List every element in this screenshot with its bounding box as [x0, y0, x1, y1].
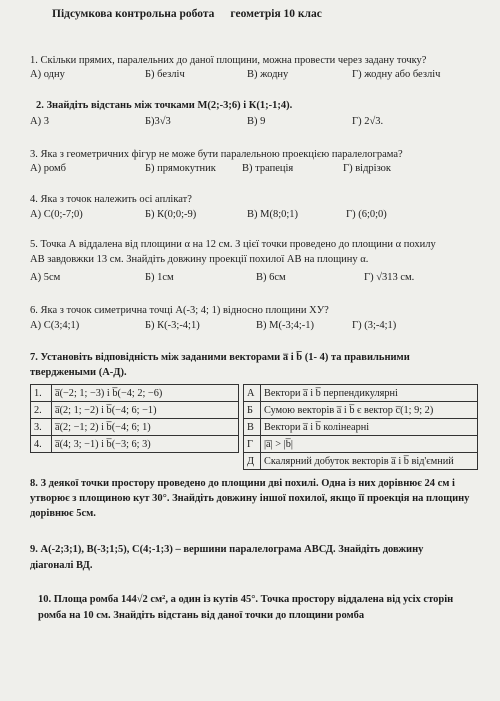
table-row [31, 453, 478, 470]
right-row-letter: Б [244, 402, 261, 419]
q1-option-c: В) жодну [247, 69, 289, 80]
q6-option-b: Б) К(-3;-4;1) [145, 320, 200, 331]
title-main: Підсумкова контрольна робота [52, 8, 215, 20]
question-7-line-1: 7. Установіть відповідність між заданими векторами a̅ і b̅ (1- 4) та правильними [30, 352, 410, 363]
q5-option-a: А) 5см [30, 272, 61, 283]
question-10-line-2: ромба на 10 см. Знайдіть відстань від даної точки до площини ромба [38, 610, 365, 621]
left-row-expr: a̅(2; −1; 2) і b̅(−4; 6; 1) [52, 419, 239, 436]
page-title [52, 8, 322, 20]
question-7-line-2: тверджеными (А-Д). [30, 367, 127, 378]
matching-table [30, 384, 478, 470]
right-row-text: Вектори a̅ і b̅ колінеарні [261, 419, 478, 436]
left-row-expr: a̅(2; 1; −2) і b̅(−4; 6; −1) [52, 402, 239, 419]
table-row [31, 385, 478, 402]
q2-option-b: Б)3√3 [145, 116, 171, 127]
question-10-line-1: 10. Площа ромба 144√2 см², а один із кутів 45°. Точка простору віддалена від усіх сторін [38, 594, 454, 605]
left-row-num: 4. [31, 436, 52, 453]
q2-option-d: Г) 2√3. [352, 116, 384, 127]
question-1-text: 1. Скільки прямих, паралельних до даної площини, можна провести через задану точку? [30, 55, 427, 66]
q3-option-b: Б) прямокутник [145, 163, 216, 174]
question-8-line-2: утворює з площиною кут 30°. Знайдіть довжину іншої похилої, якщо її проекція на площину [30, 493, 470, 504]
right-row-letter: Г [244, 436, 261, 453]
right-row-text: |a̅| > |b̅| [261, 436, 478, 453]
q4-option-a: А) С(0;-7;0) [30, 209, 83, 220]
left-row-expr: a̅(−2; 1; −3) і b̅(−4; 2; −6) [52, 385, 239, 402]
q1-option-a: А) одну [30, 69, 65, 80]
question-4-text: 4. Яка з точок належить осі аплікат? [30, 194, 192, 205]
right-row-text: Вектори a̅ і b̅ перпендикулярні [261, 385, 478, 402]
q1-option-d: Г) жодну або безліч [352, 69, 441, 80]
question-5-line-2: АВ завдовжки 13 см. Знайдіть довжину проекції похилої АВ на площину α. [30, 254, 369, 265]
q4-option-d: Г) (6;0;0) [346, 209, 387, 220]
q5-option-b: Б) 1см [145, 272, 174, 283]
q5-option-d: Г) √313 см. [364, 272, 415, 283]
right-row-text: Сумою векторів a̅ і b̅ є вектор c̅(1; 9; 2) [261, 402, 478, 419]
q2-option-c: В) 9 [247, 116, 266, 127]
question-8-line-3: дорівнює 5см. [30, 508, 96, 519]
q4-option-b: Б) К(0;0;-9) [145, 209, 197, 220]
q6-option-c: В) М(-3;4;-1) [256, 320, 315, 331]
question-3-text: 3. Яка з геометричних фігур не може бути паралельною проекцією паралелограма? [30, 149, 403, 160]
left-row-num: 3. [31, 419, 52, 436]
table-row [31, 402, 478, 419]
question-9-line-1: 9. А(-2;3;1), В(-3;1;5), С(4;-1;3) – вершини паралелограма АВСД. Знайдіть довжину [30, 544, 424, 555]
q5-option-c: В) 6см [256, 272, 286, 283]
right-row-letter: В [244, 419, 261, 436]
q6-option-a: А) С(3;4;1) [30, 320, 80, 331]
question-5-line-1: 5. Точка А віддалена від площини α на 12 см. З цієї точки проведено до площини α похилу [30, 239, 436, 250]
left-row-num: 2. [31, 402, 52, 419]
question-2-text: 2. Знайдіть відстань між точками М(2;-3;6) і К(1;-1;4). [36, 100, 293, 111]
q6-option-d: Г) (3;-4;1) [352, 320, 397, 331]
q3-option-a: А) ромб [30, 163, 66, 174]
q3-option-c: В) трапеція [242, 163, 294, 174]
right-row-letter: Д [244, 453, 261, 470]
q3-option-d: Г) відрізок [343, 163, 392, 174]
left-row-expr: a̅(4; 3; −1) і b̅(−3; 6; 3) [52, 436, 239, 453]
table-row [31, 419, 478, 436]
title-subject: геометрія 10 клас [230, 8, 322, 20]
question-8-line-1: 8. З деякої точки простору проведено до площини дві похилі. Одна із них дорівнює 24 см і [30, 478, 455, 489]
right-row-letter: А [244, 385, 261, 402]
right-row-text: Скалярний добуток векторів a̅ і b̅ від'ємний [261, 453, 478, 470]
q2-option-a: А) 3 [30, 116, 49, 127]
q4-option-c: В) М(8;0;1) [247, 209, 299, 220]
table-row [31, 436, 478, 453]
q1-option-b: Б) безліч [145, 69, 185, 80]
question-6-text: 6. Яка з точок симетрична точці А(-3; 4; 1) відносно площини ХУ? [30, 305, 329, 316]
left-row-num: 1. [31, 385, 52, 402]
question-9-line-2: діагоналі ВД. [30, 560, 93, 571]
